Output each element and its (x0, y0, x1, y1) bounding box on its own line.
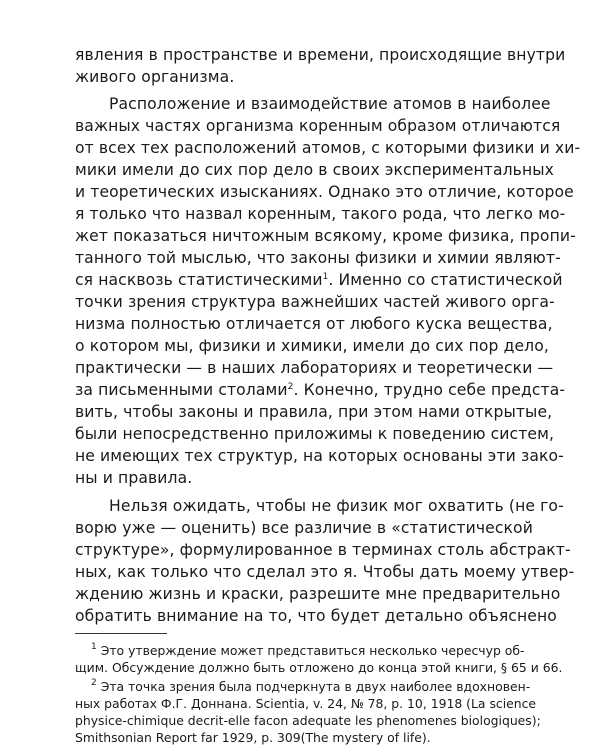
text-line: ждению жизнь и краски, разрешите мне предварительно (75, 585, 561, 603)
text-line: были непосредственно приложимы к поведению систем, (75, 425, 555, 443)
footnote-text: Эта точка зрения была подчеркнута в двух наиболее вдохновен- (100, 679, 531, 694)
text-line: низма полностью отличается от любого куска вещества, (75, 315, 553, 333)
text-line: ных, как только что сделал это я. Чтобы дать моему утвер- (75, 563, 575, 581)
footnote-line (91, 642, 525, 659)
text-line: ны и правила. (75, 469, 193, 487)
text-line: структуре», формулированное в терминах столь абстракт- (75, 541, 571, 559)
footnote-number: 1 (91, 642, 97, 652)
footnote-text: Это утверждение может представиться несколько чересчур об- (100, 643, 525, 658)
text-line: Расположение и взаимодействие атомов в наиболее (109, 95, 551, 113)
text-line: жет показаться ничтожным всякому, кроме физика, пропи- (75, 227, 576, 245)
footnote-line: physice-chimique decrit-elle facon adequate les phenomenes biologiques); (75, 713, 541, 728)
text-line: вить, чтобы законы и правила, при этом нами открытые, (75, 403, 553, 421)
footnote-number: 2 (91, 678, 97, 688)
text-line: важных частях организма коренным образом отличаются (75, 117, 561, 135)
footnote-line: ных работах Ф.Г. Доннана. Scientia, v. 24, № 78, p. 10, 1918 (La science (75, 696, 537, 711)
text-line: практически — в наших лабораториях и теоретически — (75, 359, 554, 377)
text-line: от всех тех расположений атомов, с которыми физики и хи- (75, 139, 581, 157)
text-line: и теоретических изысканиях. Однако это отличие, которое (75, 183, 574, 201)
text-line-with-footnote (75, 379, 566, 401)
footnote-separator (75, 633, 167, 634)
text-line: явления в пространстве и времени, происходящие внутри (75, 46, 566, 64)
text-segment: . Конечно, трудно себе предста- (293, 381, 566, 399)
text-line: не имеющих тех структур, на которых основаны эти зако- (75, 447, 564, 465)
footnote-mark: 2 (287, 382, 294, 392)
text-line: обратить внимание на то, что будет детально объяснено (75, 607, 557, 625)
footnote-mark: 1 (322, 272, 329, 282)
text-line: о котором мы, физики и химики, имели до сих пор дело, (75, 337, 549, 355)
text-line-with-footnote (75, 269, 563, 291)
text-line: танного той мыслью, что законы физики и химии являют- (75, 249, 561, 267)
footnote-line: Smithsonian Report far 1929, p. 309(The mystery of life). (75, 730, 431, 745)
text-line: мики имели до сих пор дело в своих экспериментальных (75, 161, 554, 179)
text-segment: за письменными столами (75, 381, 288, 399)
text-line: я только что назвал коренным, такого рода, что легко мо- (75, 205, 566, 223)
text-segment: ся насквозь статистическими (75, 271, 323, 289)
footnote-line (91, 678, 531, 695)
text-segment: . Именно со статистической (328, 271, 563, 289)
text-line: Нельзя ожидать, чтобы не физик мог охватить (не го- (109, 497, 564, 515)
text-line: ворю уже — оценить) все различие в «статистической (75, 519, 533, 537)
text-line: живого организма. (75, 68, 235, 86)
text-line: точки зрения структура важнейших частей живого орга- (75, 293, 555, 311)
footnote-line: щим. Обсуждение должно быть отложено до конца этой книги, § 65 и 66. (75, 660, 563, 675)
